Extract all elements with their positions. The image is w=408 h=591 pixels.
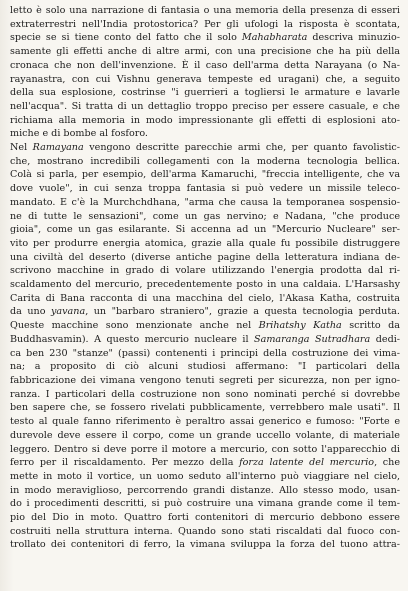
text-line: cronaca che non dell'invenzione. È il caso dell'arma detta Narayana (o Na- [10,59,400,71]
text-line: Nel Ramayana vengono descritte parecchie armi che, per quanto favolistic- [10,142,401,154]
text-line: Carita di Bana racconta di una macchina del cielo, l'Akasa Katha, costruita [10,292,400,304]
text-line: samente gli effetti anche di altre armi, con una precisione che ha più della [10,46,401,58]
text-line: extraterrestri nell'India protostorica? Per gli ufologi la risposta è scontata, [10,18,401,30]
text-line: leggero. Dentro si deve porre il motore a mercurio, con sotto l'apparecchio di [10,443,400,455]
text-line: ben sapere che, se fossero rivelati pubblicamente, verrebbero male usati". Il [10,402,401,414]
text-line: ferro per il riscaldamento. Per mezzo della forza latente del mercurio, che [10,457,401,469]
text-line: na; a proposito di ciò alcuni studiosi affermano: "I particolari della [10,361,400,373]
text-line: scrivono macchine in grado di volare utilizzando l'energia prodotta dal ri- [10,265,401,277]
text-line: do i procedimenti descritti, si può costruire una vimana grande come il tem- [10,498,400,510]
text-line: da uno yavana, un "barbaro straniero", grazie a questa tecnologia perduta. [10,306,400,318]
text-line: richiama alla memoria in modo impressionante gli effetti di esplosioni ato- [10,114,400,126]
text-line: gioia", come un gas esilarante. Si accenna ad un "Mercurio Nucleare" ser- [10,224,400,236]
text-line: ne di tutte le sensazioni", come un gas nervino; e Nadana, "che produce [10,210,401,222]
paragraph-2 [10,141,400,552]
text-line: specie se si tiene conto del fatto che il solo Mahabharata descriva minuzio- [10,32,400,44]
text-line: miche e di bombe al fosforo. [10,128,148,140]
text-line: testo al quale fanno riferimento è peraltro assai generico e fumoso: "Forte e [10,416,400,428]
text-line: Queste macchine sono menzionate anche nel Brihatshy Katha scritto da [10,320,400,332]
text-line: mette in moto il vortice, un uomo seduto all'interno può viaggiare nel cielo, [10,470,401,482]
body-text [10,4,400,552]
text-line: Buddhasvamin). A questo mercurio nucleare il Samaranga Sutradhara dedi- [10,333,401,345]
paragraph-1 [10,4,400,141]
text-line: fabbricazione dei vimana vengono tenuti segreti per sicurezza, non per igno- [10,374,400,386]
text-line: dove vuole", in cui senza troppa fantasia si può vedere un missile teleco- [10,183,400,195]
text-line: mandato. E c'è la Murchchdhana, "arma che causa la temporanea sospensio- [10,196,400,208]
text-line: una civiltà del deserto (diverse antiche pagine della letteratura indiana de- [10,251,400,263]
text-line: in modo meraviglioso, percorrendo grandi distanze. Allo stesso modo, usan- [10,484,401,496]
text-line: nell'acqua". Si tratta di un dettaglio troppo preciso per essere casuale, e che [10,100,400,112]
text-line: durevole deve essere il corpo, come un grande uccello volante, di materiale [10,429,400,441]
text-line: pio del Dio in moto. Quattro forti contenitori di mercurio debbono essere [10,512,400,524]
text-line: letto è solo una narrazione di fantasia o una memoria della presenza di esseri [10,5,400,16]
text-line: ca ben 230 "stanze" (passi) contenenti i principi della costruzione dei vima- [10,347,400,359]
text-line: ranza. I particolari della costruzione non sono nominati perché si dovrebbe [10,388,400,400]
text-line: costruiti nella struttura interna. Quando sono stati riscaldati dal fuoco con- [10,525,400,537]
text-line: Colà si parla, per esempio, dell'arma Kamaruchi, "freccia intelligente, che va [10,169,401,181]
text-line: scaldamento del mercurio, precedentemente posto in una caldaia. L'Harsashy [10,279,401,291]
text-line: che, mostrano incredibili collegamenti con la moderna tecnologia bellica. [10,155,400,167]
text-line: rayanastra, con cui Vishnu generava tempeste ed uragani) che, a seguito [10,73,401,85]
text-line: vito per produrre energia atomica, grazie alla quale fu possibile distruggere [10,237,401,249]
text-line: della sua esplosione, costrinse "i guerrieri a togliersi le armature e lavarle [10,87,400,99]
text-line: trollato dei contenitori di ferro, la vimana sviluppa la forza del tuono attra- [10,539,400,551]
